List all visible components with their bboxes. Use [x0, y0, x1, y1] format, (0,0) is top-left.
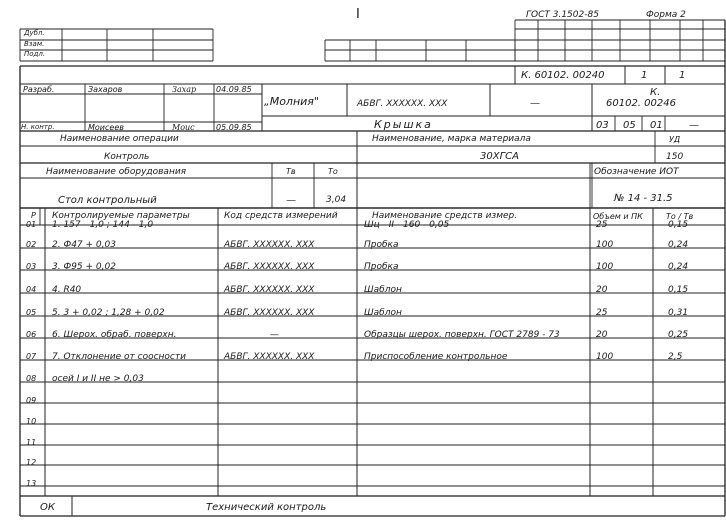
organization: „Молния" — [264, 95, 319, 108]
footer-code: ОК — [40, 502, 55, 513]
row-number: 07 — [26, 352, 37, 361]
row-number: 11 — [26, 437, 37, 447]
row-instrument-name: Пробка — [364, 262, 399, 272]
row-parameter: 5. 3 + 0,02 ; 1,28 + 0,02 — [52, 307, 165, 318]
row-volume: 25 — [596, 307, 608, 318]
row-instrument-code: — — [270, 330, 279, 340]
code-d: — — [689, 120, 699, 131]
to-label: То — [328, 167, 338, 176]
row-instrument-name: Приспособление контрольное — [364, 352, 508, 362]
row-volume: 20 — [596, 284, 608, 295]
col-header-r: Р — [31, 211, 36, 220]
equipment-value: Стол контрольный — [58, 195, 157, 206]
dash-field: — — [530, 98, 540, 109]
row-number: 08 — [26, 374, 37, 383]
row-time: 2,5 — [668, 352, 683, 362]
row-number: 04 — [26, 284, 37, 294]
equipment-label: Наименование оборудования — [46, 167, 187, 177]
label-vzam: Взам. — [24, 40, 45, 48]
row-instrument-code: АБВГ. XXXXXX. XXX — [224, 307, 315, 318]
footer-title: Технический контроль — [206, 502, 327, 513]
signature-developer: Захар — [172, 85, 197, 94]
row-instrument-name: Шаблон — [364, 284, 402, 295]
row-number: 10 — [26, 416, 37, 426]
name-norm-control: Моисеев — [88, 123, 124, 132]
row-volume: 100 — [596, 239, 614, 250]
row-instrument-name: Шаблон — [364, 307, 402, 318]
iot-value: № 14 - 31.5 — [614, 193, 673, 204]
col-header-params: Контролируемые параметры — [52, 211, 190, 221]
code-a: 03 — [596, 120, 609, 131]
row-number: 02 — [26, 239, 37, 249]
row-time: 0,31 — [668, 307, 689, 318]
row-volume: 20 — [596, 330, 608, 340]
row-parameter: осей I и II не > 0,03 — [52, 374, 144, 384]
operation-label: Наименование операции — [60, 134, 179, 144]
row-number: 09 — [26, 395, 37, 405]
col-header-to-tv: То / Тв — [666, 212, 694, 221]
row-parameter: 7. Отклонение от соосности — [52, 352, 186, 362]
row-instrument-name: Шц - II - 160 - 0,05 — [364, 219, 450, 230]
row-number: 13 — [26, 478, 37, 488]
sheet-number: 1 — [641, 70, 648, 81]
code-c: 01 — [650, 120, 663, 131]
code-b: 05 — [623, 120, 636, 131]
row-number: 03 — [26, 262, 37, 271]
row-parameter: 2. Ф47 + 0,03 — [52, 239, 116, 250]
row-instrument-code: АБВГ. XXXXXX. XXX — [224, 239, 315, 250]
col-header-volume: Объем и ПК — [593, 212, 643, 221]
ud-value: 150 — [666, 152, 684, 162]
label-dubl: Дубл. — [24, 29, 45, 37]
row-number: 01 — [26, 219, 37, 229]
ud-label: УД — [669, 135, 681, 144]
row-instrument-code: АБВГ. XXXXXX. XXX — [224, 262, 315, 272]
row-parameter: 3. Ф95 + 0,02 — [52, 262, 116, 272]
sheets-total: 1 — [679, 70, 686, 81]
row-time: 0,25 — [668, 330, 689, 340]
date-developer: 04.09.85 — [216, 85, 252, 94]
row-volume: 25 — [596, 219, 608, 230]
row-parameter: 6. Шерох. обраб. поверхн. — [52, 330, 177, 340]
standard-label: ГОСТ 3.1502-85 — [526, 10, 599, 20]
row-parameter: 1. 157 - 1,0 ; 144 - 1,0 — [52, 219, 154, 230]
form-label: Форма 2 — [646, 10, 686, 20]
row-time: 0,24 — [668, 262, 689, 272]
material-value: 30ХГСА — [480, 151, 519, 162]
row-instrument-code: — — [270, 219, 279, 230]
row-instrument-code: АБВГ. XXXXXX. XXX — [224, 352, 315, 362]
part-name: Крышка — [374, 118, 433, 131]
row-instrument-name: Образцы шерох. поверхн. ГОСТ 2789 - 73 — [364, 330, 560, 340]
role-developer: Разраб. — [23, 85, 55, 94]
part-code-prefix: К. — [650, 87, 661, 98]
product-code: АБВГ. XXXXXX. XXX — [357, 99, 448, 109]
te-label: Тв — [286, 167, 296, 176]
row-instrument-code: АБВГ. XXXXXX. XXX — [224, 284, 315, 295]
col-header-instrument: Наименование средств измер. — [372, 211, 518, 221]
doc-code: К. 60102. 00240 — [521, 70, 605, 81]
label-podl: Подл. — [24, 50, 46, 58]
iot-label: Обозначение ИОТ — [594, 167, 679, 177]
row-time: 0,15 — [668, 284, 689, 295]
row-instrument-name: Пробка — [364, 239, 399, 250]
operation-value: Контроль — [104, 152, 150, 162]
row-volume: 100 — [596, 262, 614, 272]
name-developer: Захаров — [88, 85, 123, 94]
part-code: 60102. 00246 — [606, 98, 676, 109]
row-parameter: 4. R40 — [52, 284, 82, 295]
signature-norm-control: Моис — [172, 123, 195, 132]
row-time: 0,15 — [668, 219, 689, 230]
col-header-code: Код средств измерений — [224, 211, 338, 221]
te-value: — — [286, 195, 296, 206]
row-number: 05 — [26, 307, 37, 317]
material-label: Наименование, марка материала — [372, 134, 531, 144]
row-number: 06 — [26, 330, 37, 339]
row-time: 0,24 — [668, 239, 689, 250]
to-value: 3,04 — [326, 195, 347, 205]
top-mark: I — [356, 7, 360, 22]
date-norm-control: 05.09.85 — [216, 123, 252, 132]
row-volume: 100 — [596, 352, 614, 362]
role-norm-control: Н. контр. — [21, 123, 55, 131]
row-number: 12 — [26, 458, 37, 467]
